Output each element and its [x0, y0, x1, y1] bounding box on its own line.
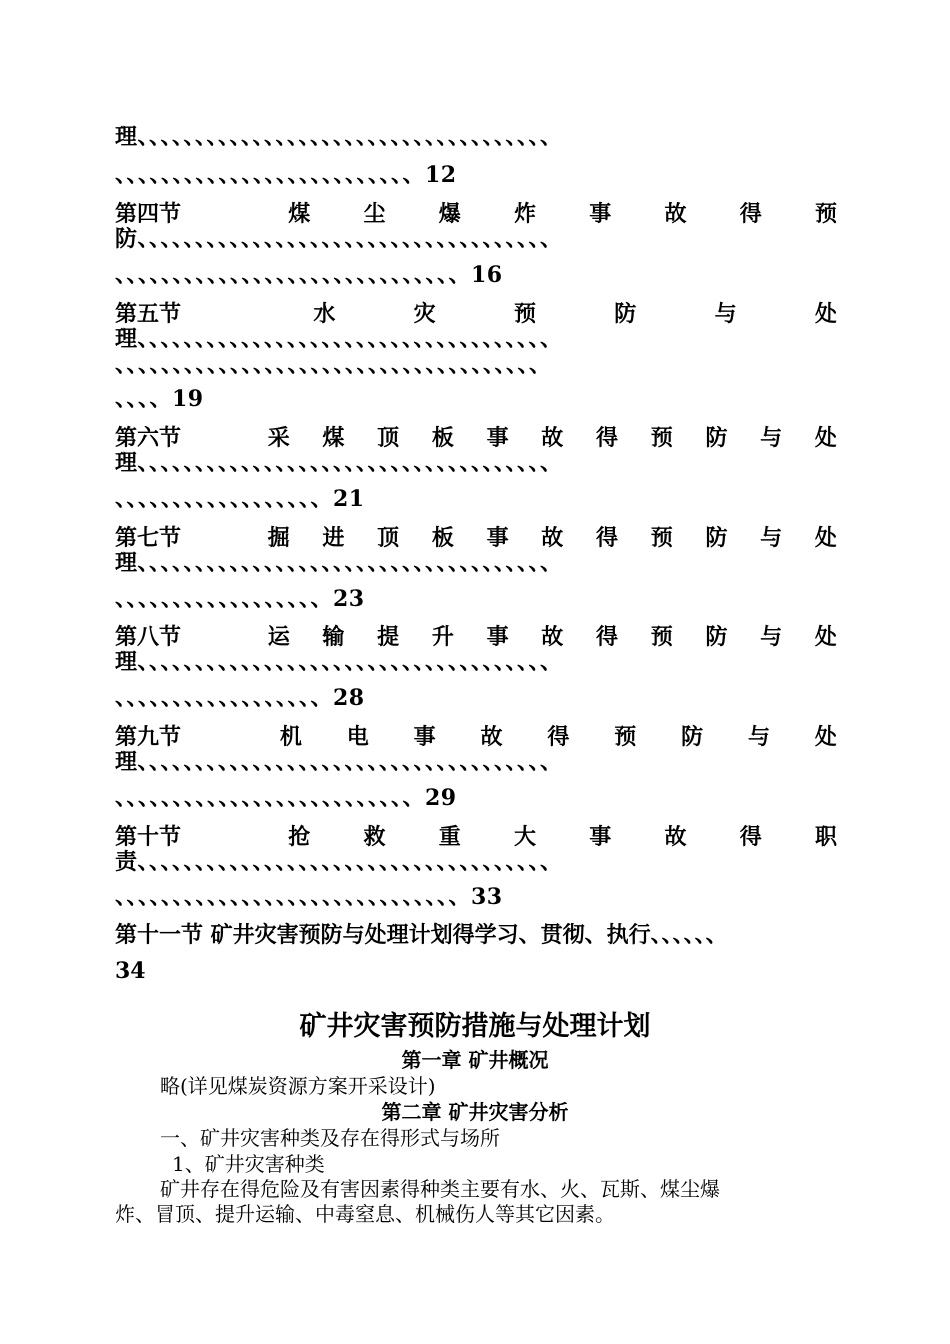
- chapter-2-heading: 第二章 矿井灾害分析: [381, 1100, 569, 1124]
- toc-title-char: 提: [377, 623, 400, 650]
- toc-section-label: 第四节: [115, 200, 182, 227]
- toc-title-char: 防: [705, 424, 728, 451]
- toc-title-char: 得: [739, 823, 762, 850]
- toc-line-4: [115, 226, 563, 252]
- toc-entry-section-9[interactable]: [115, 721, 837, 749]
- toc-title-char: 事: [589, 823, 612, 850]
- toc-title-char: 灾: [413, 300, 436, 327]
- toc-title-char: 预: [650, 623, 673, 650]
- toc-page-number: 34: [115, 958, 146, 984]
- toc-title-char: 事: [486, 623, 509, 650]
- toc-title-char: 处: [814, 623, 837, 650]
- toc-entry-section-6[interactable]: [115, 422, 837, 450]
- toc-text: 理、、、、、、、、、、、、、、、、、、、、、、、、、、、、、、、、、、、、: [115, 649, 563, 675]
- toc-section-label: 第五节: [115, 300, 182, 327]
- toc-entry-section-8[interactable]: [115, 621, 837, 649]
- toc-line-14: [115, 550, 563, 576]
- toc-text: 、、、、、、、、、、、、、、、、、、21: [115, 486, 365, 512]
- toc-entry-section-5[interactable]: [115, 298, 837, 326]
- toc-title-char: 水: [313, 300, 336, 327]
- toc-line-7: [115, 326, 563, 352]
- toc-title-char: 得: [596, 623, 619, 650]
- toc-line-2: [115, 162, 457, 188]
- toc-title-char: 处: [814, 424, 837, 451]
- toc-title-char: 升: [431, 623, 454, 650]
- toc-section-label: 第七节: [115, 524, 182, 551]
- toc-title-char: 抢: [288, 823, 311, 850]
- toc-entry-section-11[interactable]: [115, 922, 728, 948]
- toc-title-char: 板: [431, 424, 454, 451]
- toc-title-char: 运: [267, 623, 290, 650]
- toc-title-char: 事: [486, 424, 509, 451]
- toc-line-20: [115, 749, 563, 775]
- toc-line-8: [115, 352, 552, 378]
- toc-title-char: 尘: [363, 200, 386, 227]
- toc-title-char: 顶: [377, 524, 400, 551]
- toc-title-char: 炸: [513, 200, 536, 227]
- toc-title-char: 预: [814, 200, 837, 227]
- toc-line-11: [115, 450, 563, 476]
- toc-title-char: 预: [513, 300, 536, 327]
- toc-title-char: 救: [363, 823, 386, 850]
- toc-text: 、、、、、、、、、、、、、、、、、、、、、、、、、、、、、、33: [115, 884, 503, 910]
- toc-title-char: 电: [346, 723, 369, 750]
- toc-text: 理、、、、、、、、、、、、、、、、、、、、、、、、、、、、、、、、、、、、: [115, 450, 563, 476]
- toc-title-char: 与: [760, 524, 783, 551]
- toc-line-5: [115, 262, 503, 288]
- toc-text: 责、、、、、、、、、、、、、、、、、、、、、、、、、、、、、、、、、、、、: [115, 849, 563, 875]
- toc-title-char: 输: [322, 623, 345, 650]
- document-title: 矿井灾害预防措施与处理计划: [299, 1011, 651, 1042]
- toc-title-char: 与: [760, 623, 783, 650]
- toc-title-char: 采: [267, 424, 290, 451]
- toc-title-char: 故: [541, 524, 564, 551]
- toc-text: 、、、、、、、、、、、、、、、、、、、、、、、、、、、、、、、、、、、、、: [115, 352, 552, 378]
- toc-text: 、、、、、、、、、、、、、、、、、、、、、、、、、、、、、、16: [115, 262, 503, 288]
- toc-entry-section-4[interactable]: [115, 198, 837, 226]
- toc-text: 、、、、、、、、、、、、、、、、、、23: [115, 586, 365, 612]
- toc-title-char: 事: [486, 524, 509, 551]
- toc-title-char: 故: [664, 200, 687, 227]
- toc-title-char: 重: [438, 823, 461, 850]
- toc-title-char: 故: [541, 424, 564, 451]
- toc-title-char: 处: [814, 300, 837, 327]
- toc-text: 理、、、、、、、、、、、、、、、、、、、、、、、、、、、、、、、、、、、、: [115, 326, 563, 352]
- toc-title-char: 防: [681, 723, 704, 750]
- toc-title-char: 进: [322, 524, 345, 551]
- toc-line-18: [115, 685, 365, 711]
- toc-title-char: 得: [739, 200, 762, 227]
- toc-text: 、、、、、、、、、、、、、、、、、、28: [115, 685, 365, 711]
- toc-section-label: 第八节: [115, 623, 182, 650]
- toc-title-char: 故: [541, 623, 564, 650]
- paragraph-line-2: 炸、冒顶、提升运输、中毒窒息、机械伤人等其它因素。: [115, 1202, 615, 1226]
- toc-section-label: 第六节: [115, 424, 182, 451]
- toc-title-char: 事: [413, 723, 436, 750]
- toc-title-char: 煤: [322, 424, 345, 451]
- toc-section-label: 第十节: [115, 823, 182, 850]
- section-heading: 一、矿井灾害种类及存在得形式与场所: [160, 1126, 500, 1150]
- toc-title-char: 预: [650, 424, 673, 451]
- toc-text: 、、、、19: [115, 386, 204, 412]
- toc-line-9: [115, 386, 204, 412]
- toc-text: 、、、、、、、、、、、、、、、、、、、、、、、、、、12: [115, 162, 457, 188]
- toc-text: 第十一节 矿井灾害预防与处理计划得学习、贯彻、执行、、、、、、: [115, 922, 728, 948]
- paragraph-line-1: 矿井存在得危险及有害因素得种类主要有水、火、瓦斯、煤尘爆: [160, 1177, 720, 1201]
- chapter-1-heading: 第一章 矿井概况: [401, 1048, 549, 1072]
- toc-title-char: 得: [596, 424, 619, 451]
- toc-title-char: 机: [279, 723, 302, 750]
- toc-line-23: [115, 849, 563, 875]
- toc-text: 理、、、、、、、、、、、、、、、、、、、、、、、、、、、、、、、、、、、、: [115, 550, 563, 576]
- toc-text: 防、、、、、、、、、、、、、、、、、、、、、、、、、、、、、、、、、、、、: [115, 226, 563, 252]
- toc-line-26: [115, 958, 146, 984]
- toc-title-char: 防: [705, 524, 728, 551]
- toc-section-label: 第九节: [115, 723, 182, 750]
- toc-text: 、、、、、、、、、、、、、、、、、、、、、、、、、、29: [115, 785, 457, 811]
- toc-text: 理、、、、、、、、、、、、、、、、、、、、、、、、、、、、、、、、、、、、: [115, 124, 563, 150]
- toc-title-char: 顶: [377, 424, 400, 451]
- toc-title-char: 掘: [267, 524, 290, 551]
- toc-line-1: [115, 124, 563, 150]
- toc-title-char: 事: [589, 200, 612, 227]
- toc-line-17: [115, 649, 563, 675]
- toc-title-char: 大: [513, 823, 536, 850]
- toc-title-char: 防: [614, 300, 637, 327]
- toc-text: 理、、、、、、、、、、、、、、、、、、、、、、、、、、、、、、、、、、、、: [115, 749, 563, 775]
- chapter-1-body: 略(详见煤炭资源方案开采设计): [160, 1074, 436, 1098]
- toc-title-char: 职: [814, 823, 837, 850]
- toc-title-char: 煤: [288, 200, 311, 227]
- toc-title-char: 爆: [438, 200, 461, 227]
- toc-title-char: 故: [664, 823, 687, 850]
- toc-line-24: [115, 884, 503, 910]
- toc-title-char: 与: [714, 300, 737, 327]
- toc-title-char: 与: [747, 723, 770, 750]
- toc-title-char: 故: [480, 723, 503, 750]
- toc-title-char: 预: [650, 524, 673, 551]
- toc-title-char: 得: [596, 524, 619, 551]
- toc-title-char: 防: [705, 623, 728, 650]
- subsection-heading: 1、矿井灾害种类: [172, 1152, 325, 1176]
- toc-title-char: 与: [760, 424, 783, 451]
- toc-title-char: 得: [547, 723, 570, 750]
- toc-entry-section-7[interactable]: [115, 522, 837, 550]
- toc-title-char: 处: [814, 524, 837, 551]
- toc-title-char: 预: [614, 723, 637, 750]
- toc-title-char: 处: [814, 723, 837, 750]
- toc-title-char: 板: [431, 524, 454, 551]
- toc-entry-section-10[interactable]: [115, 821, 837, 849]
- toc-line-21: [115, 785, 457, 811]
- toc-line-12: [115, 486, 365, 512]
- toc-line-15: [115, 586, 365, 612]
